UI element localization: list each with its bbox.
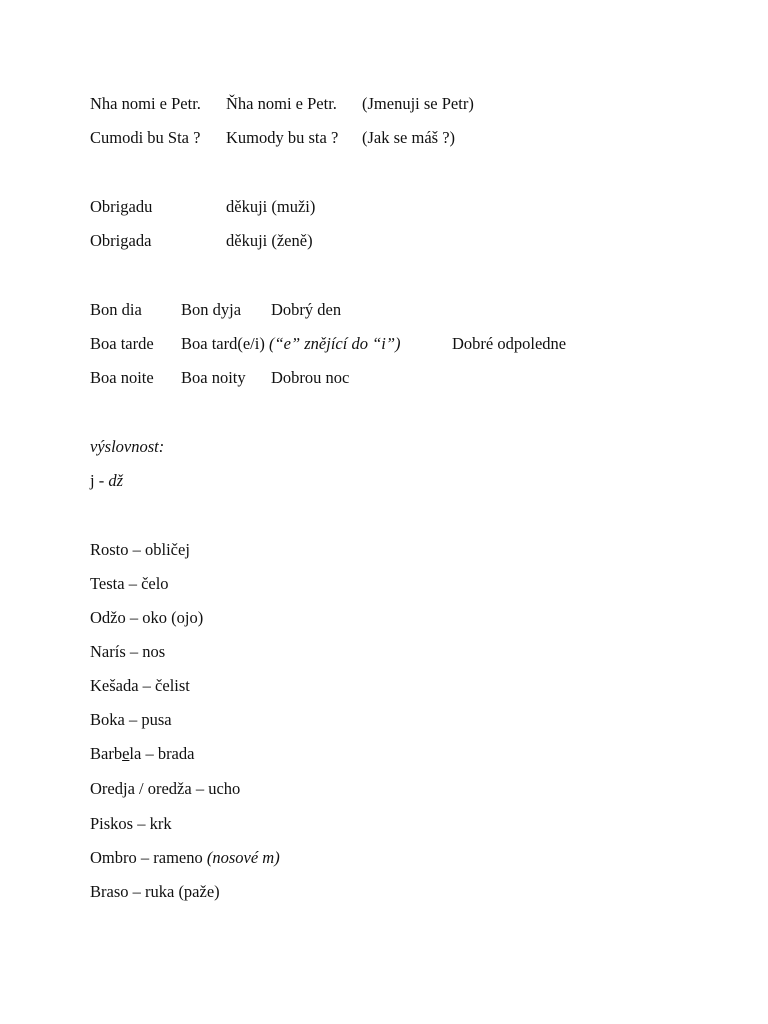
day-greeting-translation: Dobré odpoledne [452,334,567,353]
pronunciation-rule [90,471,123,491]
body-part-underlined-letter: e [122,744,130,763]
thanks-word: Obrigada [90,231,152,250]
body-part-item: Oredja / oredža – ucho [90,779,241,798]
body-part-text: Ombro – rameno [90,848,207,867]
greeting-original: Cumodi bu Sta ? [90,128,201,147]
day-greeting-original: Boa noite [90,368,154,387]
body-part-item: Odžo – oko (ojo) [90,608,204,627]
greeting-pronunciation: Ňha nomi e Petr. [226,94,337,113]
body-part-note: (nosové m) [206,848,280,867]
rule-sound: dž [108,471,124,490]
body-part-item [90,848,280,868]
greeting-translation: (Jak se máš ?) [362,128,456,147]
thanks-word: Obrigadu [90,197,153,216]
greeting-original: Nha nomi e Petr. [90,94,201,113]
day-greeting-pronunciation [181,334,401,354]
pronunciation-text: Boa tard(e/i) [181,334,265,353]
body-part-item [90,744,194,764]
body-part-item: Rosto – obličej [90,540,190,559]
rule-letter: j - [90,471,109,490]
day-greeting-translation: Dobrou noc [271,368,350,387]
greeting-pronunciation: Kumody bu sta ? [226,128,339,147]
body-part-item: Narís – nos [90,642,166,661]
body-part-item: Kešada – čelist [90,676,190,695]
thanks-meaning: děkuji (muži) [226,197,316,216]
pronunciation-heading: výslovnost: [90,437,165,456]
day-greeting-original: Boa tarde [90,334,154,353]
body-part-item: Testa – čelo [90,574,169,593]
body-part-item: Boka – pusa [90,710,172,729]
day-greeting-pronunciation: Bon dyja [181,300,242,319]
day-greeting-pronunciation: Boa noity [181,368,246,387]
body-part-item: Piskos – krk [90,814,172,833]
body-part-item: Braso – ruka (paže) [90,882,220,901]
greeting-translation: (Jmenuji se Petr) [362,94,474,113]
body-part-text: la – brada [129,744,195,763]
body-part-text: Barb [90,744,123,763]
pronunciation-note: (“e” znějící do “i”) [268,334,401,353]
day-greeting-translation: Dobrý den [271,300,342,319]
day-greeting-original: Bon dia [90,300,142,319]
thanks-meaning: děkuji (ženě) [226,231,313,250]
